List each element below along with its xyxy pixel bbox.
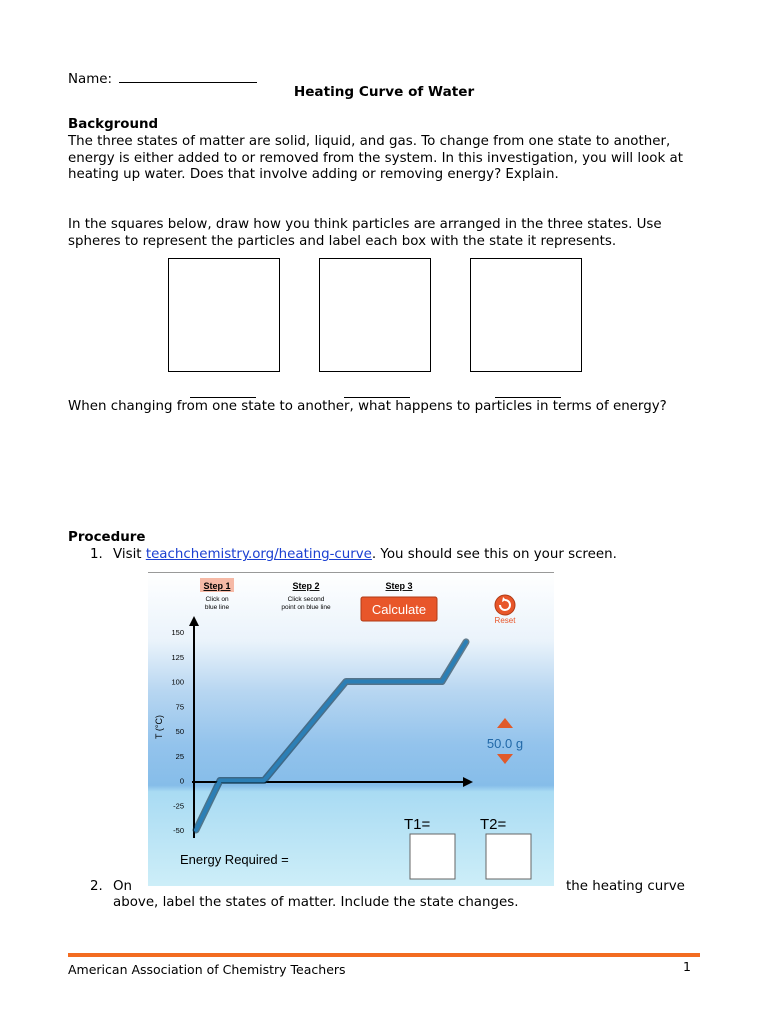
page-number: 1 (683, 959, 691, 974)
step-2-desc-2: point on blue line (281, 604, 331, 611)
y-tick-label: 0 (179, 776, 184, 786)
step-2-suffix-1: the heating curve (566, 879, 685, 894)
step-1-number: 1. (90, 547, 103, 562)
reset-button[interactable] (495, 595, 517, 625)
t1-label: T1= (404, 816, 431, 833)
drawing-box-3[interactable] (470, 258, 582, 372)
simulation-svg (148, 572, 554, 886)
energy-required-label: Energy Required = (180, 852, 289, 867)
mass-value: 50.0 g (486, 736, 524, 751)
step-2-number: 2. (90, 879, 103, 894)
background-intro: The three states of matter are solid, liquid, and gas. To change from one state to another, energy is either added to or removed from the system. In this investigation, you will look at heating up water. Does that involve adding or removing energy? Explain. (68, 134, 683, 182)
y-tick-label: 125 (171, 652, 184, 662)
y-axis-label: T (°C) (154, 715, 164, 739)
heating-curve-simulation (148, 572, 554, 886)
step-2-prefix: On (113, 879, 133, 894)
y-tick-label: 25 (175, 751, 184, 761)
reset-icon[interactable] (495, 595, 515, 615)
page-title: Heating Curve of Water (293, 84, 475, 100)
step-1-text (113, 547, 617, 562)
step-1-desc-2: blue line (204, 604, 230, 611)
state-label-blank-3[interactable] (495, 397, 561, 398)
drawing-box-1[interactable] (168, 258, 280, 372)
energy-question: When changing from one state to another, what happens to particles in terms of energy? (68, 399, 667, 414)
calculate-button[interactable] (361, 597, 437, 621)
y-tick-label: 75 (175, 702, 184, 712)
step-3-title: Step 3 (385, 581, 413, 591)
calculate-label: Calculate (371, 602, 427, 617)
step-1-prefix: Visit (113, 547, 142, 562)
t1-box[interactable] (410, 834, 455, 879)
state-label-blank-1[interactable] (190, 397, 256, 398)
step-1-title: Step 1 (203, 581, 231, 591)
y-tick-label: -50 (173, 826, 184, 835)
t2-box[interactable] (486, 834, 531, 879)
step-1-suffix: . You should see this on your screen. (371, 547, 617, 562)
drawing-box-2[interactable] (319, 258, 431, 372)
reset-label: Reset (494, 616, 516, 625)
step-2-desc-1: Click second (287, 596, 325, 603)
footer-org: American Association of Chemistry Teachers (68, 962, 346, 977)
name-blank[interactable] (119, 70, 257, 83)
state-label-blank-2[interactable] (344, 397, 410, 398)
step-2-suffix-2: above, label the states of matter. Include the state changes. (113, 895, 519, 910)
y-tick-label: -25 (173, 801, 184, 811)
name-label: Name: (68, 72, 113, 87)
step-2-title: Step 2 (292, 581, 320, 591)
y-tick-label: 150 (171, 628, 184, 637)
squares-instruction: In the squares below, draw how you think particles are arranged in the three states. Use spheres to represent the particles and label each box with the state it represents. (68, 217, 662, 249)
teachchemistry-link[interactable]: teachchemistry.org/heating-curve (145, 547, 372, 562)
t2-label: T2= (480, 816, 507, 833)
procedure-heading: Procedure (68, 530, 146, 545)
footer-rule (68, 953, 700, 957)
y-tick-label: 50 (175, 727, 184, 736)
step-1-desc-1: Click on (205, 596, 229, 603)
background-heading: Background (68, 117, 159, 132)
y-tick-label: 100 (171, 677, 184, 687)
